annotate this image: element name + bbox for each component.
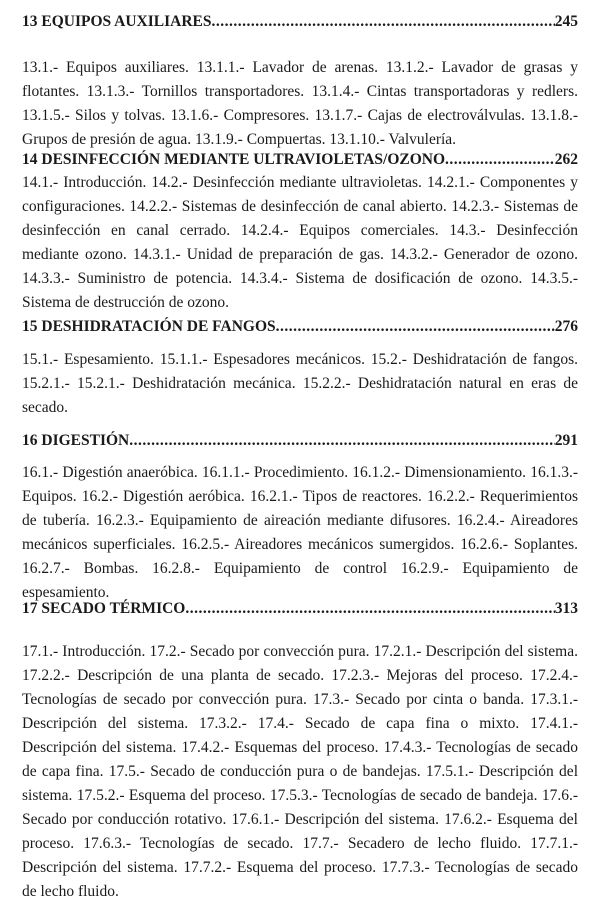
toc-heading-13 [22,10,578,34]
heading-page-number: 291 [554,432,578,449]
heading-page-number: 276 [554,318,578,335]
toc-heading-14 [22,148,578,172]
heading-title: 17 SECADO TÉRMICO [22,600,186,617]
dot-leader [212,10,555,34]
toc-entries-14: 14.1.- Introducción. 14.2.- Desinfección mediante ultravioletas. 14.2.1.- Componentes y configuraciones. 14.2.2.- Sistemas de desinfección de canal abierto. 14.2.3.- Sistemas de desinfección en canal cerrado. 14.2.4.- Equipos comerciales. 14.3.- Desinfección mediante ozono. 14.3.1.- Unidad de preparación de gas. 14.3.2.- Generador de ozono. 14.3.3.- Suministro de potencia. 14.3.4.- Sistema de dosificación de ozono. 14.3.5.- Sistema de destrucción de ozono. [22,174,578,311]
toc-entries-13: 13.1.- Equipos auxiliares. 13.1.1.- Lavador de arenas. 13.1.2.- Lavador de grasas y flotantes. 13.1.3.- Tornillos transportadores. 13.1.4.- Cintas transportadoras y redlers. 13.1.5.- Silos y tolvas. 13.1.6.- Compresores. 13.1.7.- Cajas de electroválvulas. 13.1.8.- Grupos de presión de agua. 13.1.9.- Compuertas. 13.1.10.- Valvulería. [22,59,578,148]
toc-entries-17: 17.1.- Introducción. 17.2.- Secado por convección pura. 17.2.1.- Descripción del sistema. 17.2.2.- Descripción de una planta de secado. 17.2.3.- Mejoras del proceso. 17.2.4.- Tecnologías de secado por convección pura. 17.3.- Secado por cinta o banda. 17.3.1.- Descripción del sistema. 17.3.2.- 17.4.- Secado de capa fina o mixto. 17.4.1.- Descripción del sistema. 17.4.2.- Esquemas del proceso. 17.4.3.- Tecnologías de secado de capa fina. 17.5.- Secado de conducción pura o de bandejas. 17.5.1.- Descripción del sistema. 17.5.2.- Esquema del proceso. 17.5.3.- Tecnologías de secado de bandeja. 17.6.- Secado por conducción rotativo. 17.6.1.- Descripción del sistema. 17.6.2.- Esquema del proceso. 17.6.3.- Tecnologías de secado. 17.7.- Secadero de lecho fluido. 17.7.1.- Descripción del sistema. 17.7.2.- Esquema del proceso. 17.7.3.- Tecnologías de secado de lecho fluido. [22,643,578,900]
heading-page-number: 262 [554,151,578,168]
heading-title: 16 DIGESTIÓN [22,432,130,449]
dot-leader [276,315,555,339]
toc-heading-15 [22,315,578,339]
dot-leader [129,429,555,453]
toc-heading-17 [22,597,578,621]
toc-entries-16: 16.1.- Digestión anaeróbica. 16.1.1.- Procedimiento. 16.1.2.- Dimensionamiento. 16.1.3.- Equipos. 16.2.- Digestión aeróbica. 16.2.1.- Tipos de reactores. 16.2.2.- Requerimientos de tubería. 16.2.3.- Equipamiento de aireación mediante difusores. 16.2.4.- Aireadores mecánicos superficiales. 16.2.5.- Aireadores mecánicos sumergidos. 16.2.6.- Soplantes. 16.2.7.- Bombas. 16.2.8.- Equipamiento de control 16.2.9.- Equipamiento de espesamiento. [22,464,578,601]
heading-page-number: 313 [554,600,578,617]
heading-title: 15 DESHIDRATACIÓN DE FANGOS [22,318,276,335]
dot-leader [185,597,554,621]
heading-page-number: 245 [554,13,578,30]
heading-title: 13 EQUIPOS AUXILIARES [22,13,212,30]
heading-title: 14 DESINFECCIÓN MEDIANTE ULTRAVIOLETAS/OZONO [22,151,446,168]
toc-heading-16 [22,429,578,453]
toc-entries-15: 15.1.- Espesamiento. 15.1.1.- Espesadores mecánicos. 15.2.- Deshidratación de fangos. 15.2.1.- 15.2.1.- Deshidratación mecánica. 15.2.2.- Deshidratación natural en eras de secado. [22,351,578,416]
dot-leader [445,148,555,172]
